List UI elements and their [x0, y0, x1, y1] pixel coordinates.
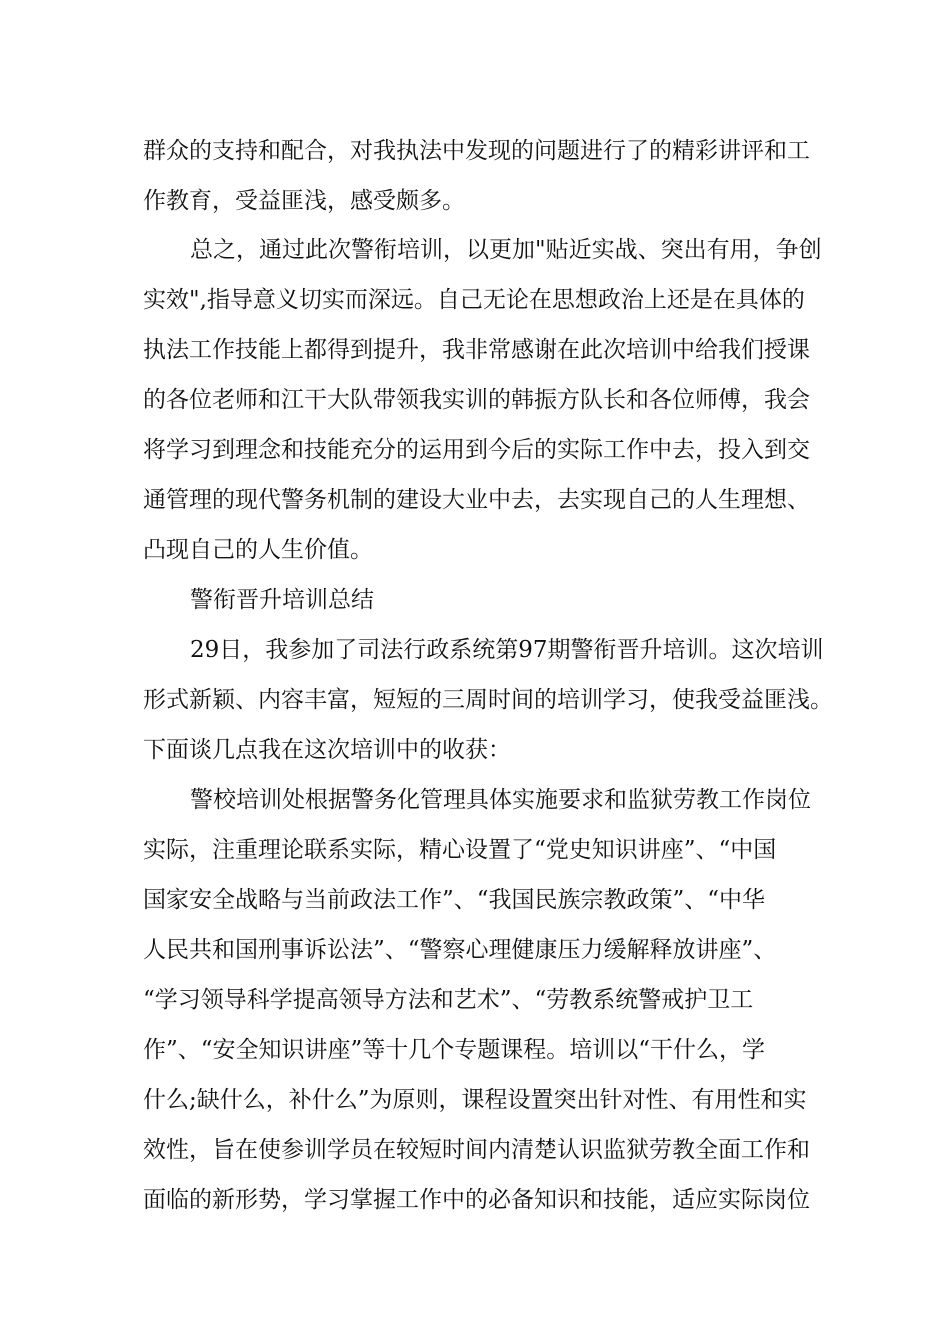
- text-line: 群众的支持和配合，对我执法中发现的问题进行了的精彩讲评和工: [143, 138, 810, 164]
- paragraph-first-line: 总之，通过此次警衔培训，以更加"贴近实战、突出有用，争创: [190, 237, 822, 263]
- text-line: 的各位老师和江干大队带领我实训的韩振方队长和各位师傅，我会: [143, 387, 810, 413]
- text-line: 人民共和国刑事诉讼法”、“警察心理健康压力缓解释放讲座”、: [143, 937, 777, 963]
- text-line: “学习领导科学提高领导方法和艺术”、“劳教系统警戒护卫工: [143, 987, 754, 1013]
- text-line: 通管理的现代警务机制的建设大业中去，去实现自己的人生理想、: [143, 487, 810, 513]
- text-line: 实效",指导意义切实而深远。自己无论在思想政治上还是在具体的: [143, 287, 805, 313]
- text-line: 实际，注重理论联系实际，精心设置了“党史知识讲座”、“中国: [143, 837, 777, 863]
- text-line: 效性，旨在使参训学员在较短时间内清楚认识监狱劳教全面工作和: [143, 1137, 810, 1163]
- text-line: 形式新颖、内容丰富，短短的三周时间的培训学习，使我受益匪浅。: [143, 687, 833, 713]
- text-line: 面临的新形势，学习掌握工作中的必备知识和技能，适应实际岗位: [143, 1187, 810, 1213]
- section-heading: 警衔晋升培训总结: [190, 587, 374, 613]
- text-line: 什么;缺什么，补什么”为原则，课程设置突出针对性、有用性和实: [143, 1087, 807, 1113]
- text-line: 执法工作技能上都得到提升，我非常感谢在此次培训中给我们授课: [143, 337, 810, 363]
- text-line: 凸现自己的人生价值。: [143, 537, 373, 563]
- text-line: 下面谈几点我在这次培训中的收获：: [143, 737, 511, 763]
- text-line: 作教育，受益匪浅，感受颇多。: [143, 188, 465, 214]
- text-line: 将学习到理念和技能充分的运用到今后的实际工作中去，投入到交: [143, 437, 810, 463]
- paragraph-first-line: 29日，我参加了司法行政系统第97期警衔晋升培训。这次培训: [190, 637, 824, 663]
- text-line: 国家安全战略与当前政法工作”、“我国民族宗教政策”、“中华: [143, 887, 766, 913]
- text-line: 作”、“安全知识讲座”等十几个专题课程。培训以“干什么，学: [143, 1037, 766, 1063]
- paragraph-first-line: 警校培训处根据警务化管理具体实施要求和监狱劳教工作岗位: [190, 787, 811, 813]
